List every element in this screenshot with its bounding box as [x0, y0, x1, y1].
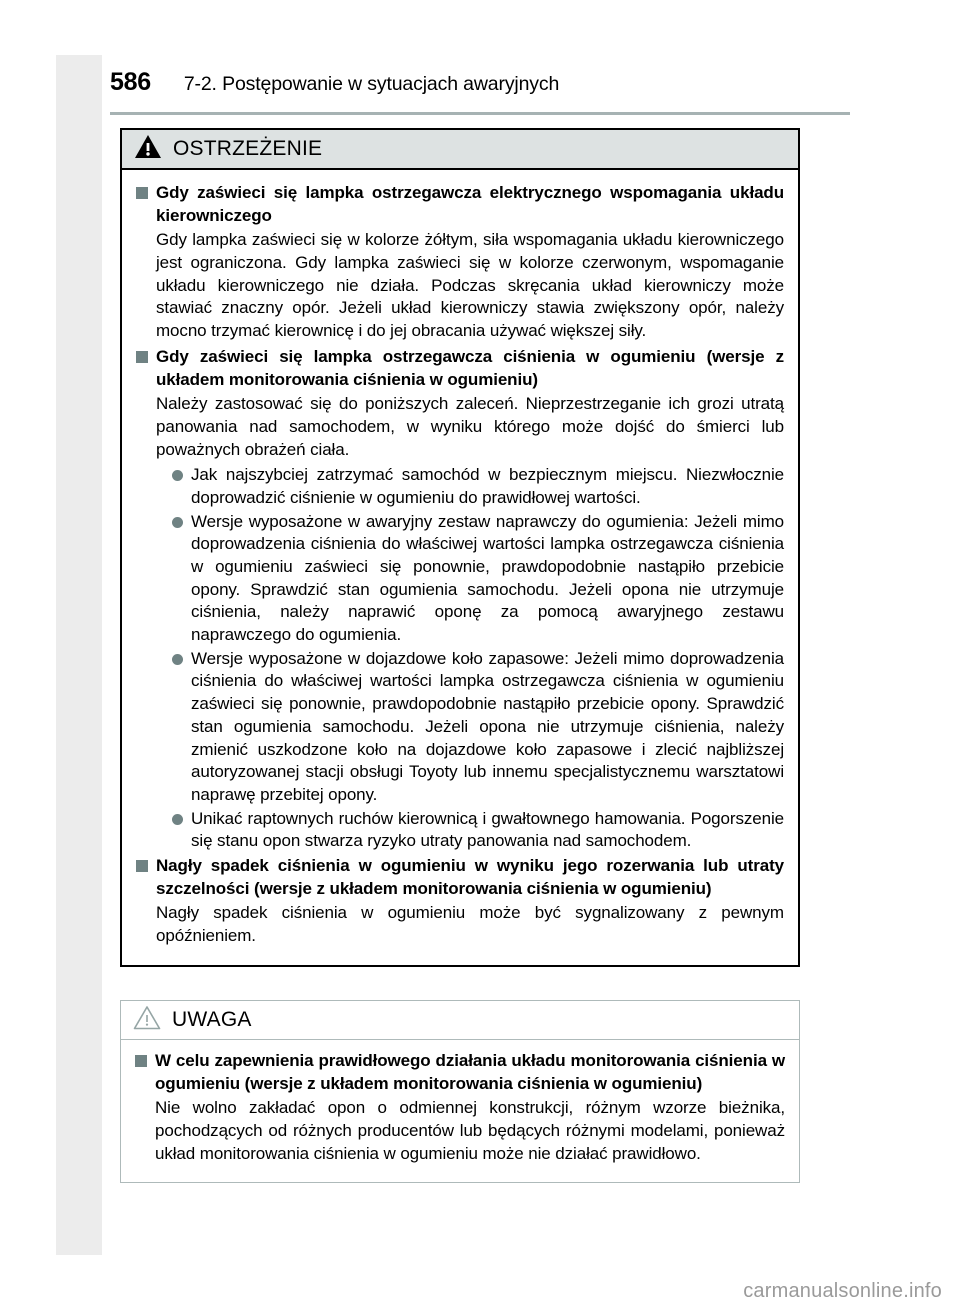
list-item — [172, 464, 784, 509]
warning-triangle-filled-icon — [134, 134, 162, 164]
warning-section-heading-row — [136, 855, 784, 900]
notice-box-header — [121, 1001, 799, 1040]
header-rule — [110, 112, 850, 115]
round-bullet-icon — [172, 654, 183, 665]
site-watermark: carmanualsonline.info — [743, 1280, 942, 1302]
list-item-text: Unikać raptownych ruchów kierownicą i gwałtownego hamowania. Pogorszenie się stanu opon stwarza ryzyko utraty panowania nad samochodem. — [191, 808, 784, 851]
page-title: 7-2. Postępowanie w sytuacjach awaryjnych — [183, 73, 560, 95]
square-bullet-icon — [135, 1055, 147, 1067]
warning-section-paragraph: Gdy lampka zaświeci się w kolorze żółtym, siła wspomagania układu kierowniczego jest ograniczona. Gdy lampka zaświeci się w kolorze czerwonym, wspomaganie układu kierowniczego nie działa. Podczas skręcania układ kierowniczy może stawiać znaczny opór. Jeżeli układ kierowniczy stawia zwiększony opór, należy mocno trzymać kierownicę i do jej obracania używać większej siły. — [156, 230, 784, 341]
round-bullet-icon — [172, 814, 183, 825]
warning-section-paragraph: Nagły spadek ciśnienia w ogumieniu może być sygnalizowany z pewnym opóźnieniem. — [156, 903, 784, 945]
warning-section-heading-row — [136, 182, 784, 227]
warning-box-body — [122, 170, 798, 965]
square-bullet-icon — [136, 351, 148, 363]
list-item — [172, 808, 784, 853]
notice-triangle-outline-icon — [133, 1005, 161, 1035]
warning-box-header — [122, 130, 798, 170]
warning-box — [120, 128, 800, 967]
notice-section-heading: W celu zapewnienia prawidłowego działania układu monitorowania ciśnienia w ogumieniu (wersje z układem monitorowania ciśnienia w ogumieniu) — [155, 1051, 785, 1093]
notice-box-body — [121, 1040, 799, 1182]
warning-bullet-list — [172, 464, 784, 853]
chapter-tab-strip — [56, 55, 102, 1255]
warning-section-heading: Gdy zaświeci się lampka ostrzegawcza elektrycznego wspomagania układu kierowniczego — [156, 183, 784, 225]
round-bullet-icon — [172, 517, 183, 528]
list-item — [172, 648, 784, 807]
warning-section-paragraph: Należy zastosować się do poniższych zaleceń. Nieprzestrzeganie ich grozi utratą panowania nad samochodem, w wyniku którego może dojść do śmierci lub poważnych obrażeń ciała. — [156, 394, 784, 459]
notice-box — [120, 1000, 800, 1183]
page-number: 586 — [110, 68, 151, 96]
list-item-text: Jak najszybciej zatrzymać samochód w bezpiecznym miejscu. Niezwłocznie doprowadzić ciśnienie w ogumieniu do prawidłowej wartości. — [191, 465, 784, 507]
notice-section-paragraph: Nie wolno zakładać opon o odmiennej konstrukcji, różnym wzorze bieżnika, pochodzących od różnych producentów lub będących różnymi modelami, ponieważ układ monitorowania ciśnienia w ogumieniu może nie działać prawidłowo. — [155, 1098, 785, 1163]
list-item — [172, 511, 784, 647]
warning-section-heading: Gdy zaświeci się lampka ostrzegawcza ciśnienia w ogumieniu (wersje z układem monitorowania ciśnienia w ogumieniu) — [156, 346, 784, 389]
warning-box-title: OSTRZEŻENIE — [173, 137, 323, 160]
notice-section-heading-row — [135, 1050, 785, 1095]
list-item-text: Wersje wyposażone w awaryjny zestaw naprawczy do ogumienia: Jeżeli mimo doprowadzenia ciśnienia do właściwej wartości lampka ostrzegawcza ciśnienia w ogumieniu zaświeci się ponownie, prawdopodobnie nastąpiło przebicie opony. Sprawdzić stan ogumienia samochodu. Jeżeli opona nie utrzymuje ciśnienia, należy naprawić oponę za pomocą awaryjnego zestawu naprawczego do ogumienia. — [191, 511, 784, 645]
page-header — [110, 68, 800, 97]
list-item-text: Wersje wyposażone w dojazdowe koło zapasowe: Jeżeli mimo doprowadzenia ciśnienia do właściwej wartości lampka ostrzegawcza ciśnienia w ogumieniu zaświeci się ponownie, prawdopodobnie nastąpiło przebicie opony. Sprawdzić stan ogumienia samochodu. Jeżeli opona nie utrzymuje ciśnienia, należy zmienić uszkodzone koło na dojazdowe koło zapasowe i zlecić najbliższej autoryzowanej stacji obsługi Toyoty lub innemu specjalistycznemu warsztatowi naprawę przebitej opony. — [191, 648, 784, 804]
square-bullet-icon — [136, 860, 148, 872]
warning-section-heading: Nagły spadek ciśnienia w ogumieniu w wyniku jego rozerwania lub utraty szczelności (wersje z układem monitorowania ciśnienia w ogumieniu) — [156, 855, 784, 898]
square-bullet-icon — [136, 187, 148, 199]
round-bullet-icon — [172, 470, 183, 481]
notice-box-title: UWAGA — [172, 1008, 252, 1031]
warning-section-heading-row — [136, 346, 784, 391]
